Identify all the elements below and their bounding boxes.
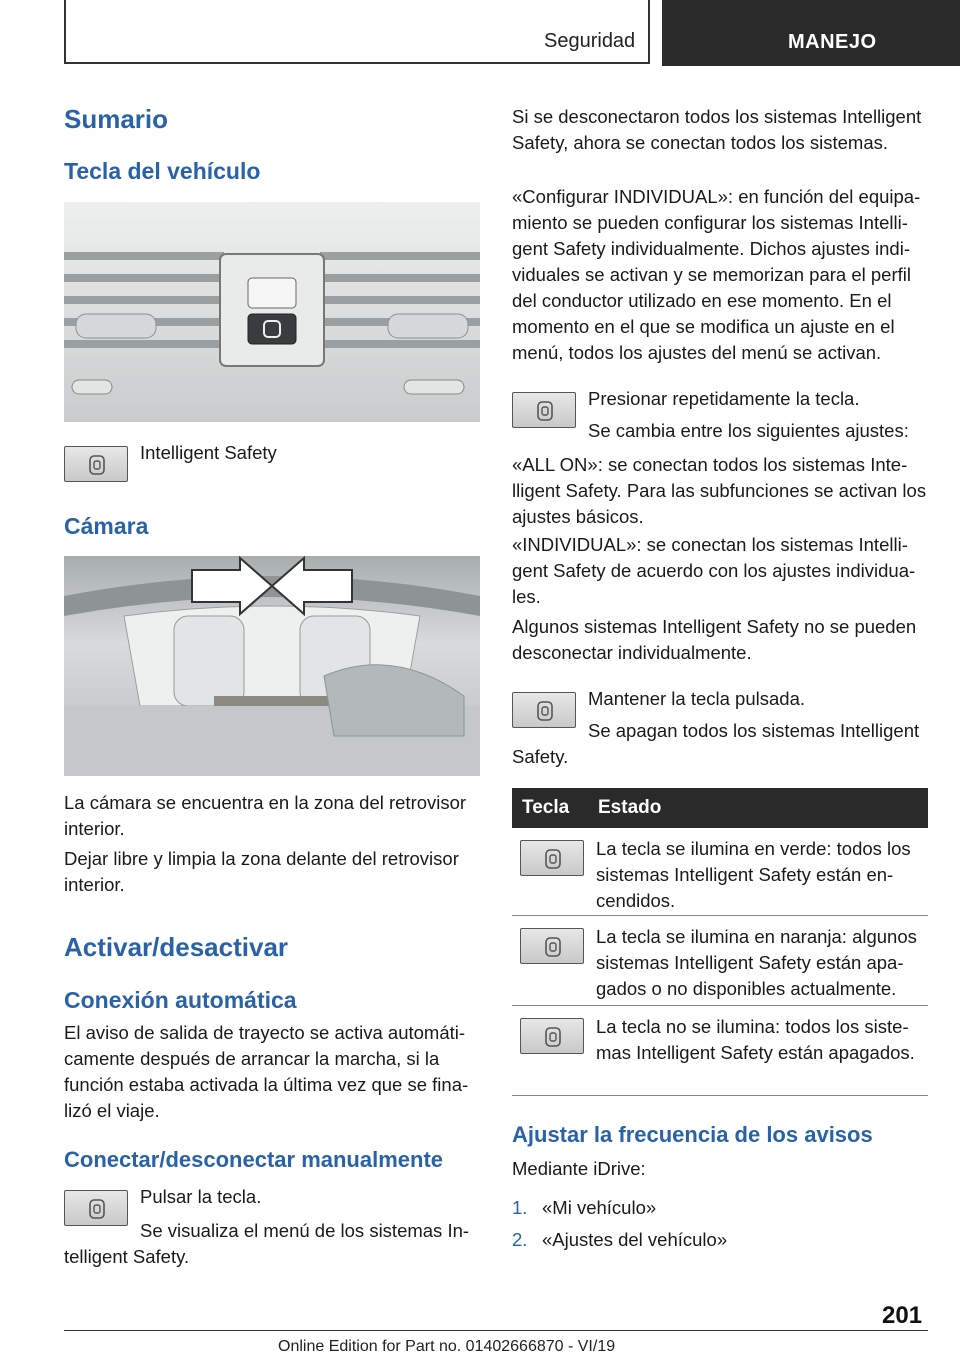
- table-row: [512, 1006, 928, 1096]
- page-title: Sumario: [64, 104, 169, 134]
- shield-car-icon: [543, 847, 563, 871]
- some-systems-text: Algunos sistemas Intelligent Safety no se pueden desconectar individualmente.: [512, 616, 917, 663]
- configure-individual-text: «Configurar INDIVIDUAL»: en función del equipamiento se pueden configurar los sistemas Intelligent Safety individualmente. Dichos ajustes individuales se activan y se memorizan para el perfil del conductor utilizado en ese momento. En el momento en el que se modifica un ajuste en el menú, todos los ajustes del menú se activan.: [512, 186, 921, 363]
- footer-divider: [64, 1330, 928, 1331]
- press-repeat-text: Presionar repetidamente la tecla.: [588, 388, 860, 409]
- subheading-camera: Cámara: [64, 513, 149, 539]
- shield-car-icon: [87, 453, 107, 477]
- shield-car-icon: [535, 399, 555, 423]
- page-number: 201: [882, 1302, 923, 1329]
- footer-edition: Online Edition for Part no. 01402666870 - VI/19: [278, 1338, 616, 1355]
- manual-menu-text: Se visualiza el menú de los sistemas Intelligent Safety.: [64, 1220, 470, 1267]
- shield-car-icon: [543, 1025, 563, 1049]
- steps-list: [512, 1192, 928, 1256]
- switch-settings-text: Se cambia entre los siguientes ajustes:: [588, 420, 909, 441]
- auto-connect-text: El aviso de salida de trayecto se activa automáticamente después de arrancar la marcha, si la función estaba activada la última vez que se finalizó el viaje.: [64, 1022, 469, 1121]
- header-tab-label: MANEJO: [788, 31, 877, 53]
- subheading-frequency: Ajustar la frecuencia de los avisos: [512, 1122, 873, 1147]
- status-green-text: La tecla se ilumina en verde: todos los sistemas Intelligent Safety están encendidos.: [596, 838, 911, 911]
- section-title-activate: Activar/desactivar: [64, 932, 289, 962]
- camera-interior-photo: [64, 556, 480, 776]
- individual-text: «INDIVIDUAL»: se conectan los sistemas Intelligent Safety de acuerdo con los ajustes individuales.: [512, 534, 916, 607]
- camera-location-text: La cámara se encuentra en la zona del retrovisor interior.: [64, 792, 467, 839]
- all-on-text: «ALL ON»: se conectan todos los sistemas Intelligent Safety. Para las subfunciones se activan los ajustes básicos.: [512, 454, 927, 527]
- header-section: Seguridad: [544, 30, 636, 52]
- col-status-header: Estado: [598, 797, 662, 818]
- manual-press-text: Pulsar la tecla.: [140, 1186, 262, 1207]
- table-row: [512, 828, 928, 916]
- subheading-manual: Conectar/desconectar manualmente: [64, 1147, 444, 1172]
- key-green-icon-box: [520, 840, 584, 876]
- status-off-text: La tecla no se ilumina: todos los sistemas Intelligent Safety están apagados.: [596, 1016, 915, 1063]
- all-systems-text: Si se desconectaron todos los sistemas Intelligent Safety, ahora se conectan todos los sistemas.: [512, 106, 922, 153]
- header-tab[interactable]: [662, 0, 960, 66]
- camera-clean-text: Dejar libre y limpia la zona delante del retrovisor interior.: [64, 848, 459, 895]
- all-off-text: Se apagan todos los sistemas Intelligent Safety.: [512, 720, 920, 767]
- list-item[interactable]: 1. «Mi vehículo»: [512, 1197, 657, 1218]
- press-key-button: [512, 392, 576, 428]
- key-off-icon-box: [520, 1018, 584, 1054]
- key-caption: Intelligent Safety: [140, 442, 277, 463]
- idrive-text: Mediante iDrive:: [512, 1158, 646, 1179]
- hold-key-text: Mantener la tecla pulsada.: [588, 688, 805, 709]
- status-table-header: [512, 788, 928, 828]
- key-orange-icon-box: [520, 928, 584, 964]
- subheading-vehicle-key: Tecla del vehículo: [64, 158, 261, 184]
- col-key-header: Tecla: [522, 797, 570, 818]
- shield-car-icon: [543, 935, 563, 959]
- table-row: [512, 916, 928, 1006]
- vehicle-key-photo: [64, 202, 480, 422]
- list-item[interactable]: 2. «Ajustes del vehículo»: [512, 1229, 728, 1250]
- subheading-auto: Conexión automática: [64, 987, 297, 1013]
- intelligent-safety-key: [64, 446, 128, 482]
- status-orange-text: La tecla se ilumina en naranja: algunos sistemas Intelligent Safety están apagados o no disponibles actualmente.: [596, 926, 917, 999]
